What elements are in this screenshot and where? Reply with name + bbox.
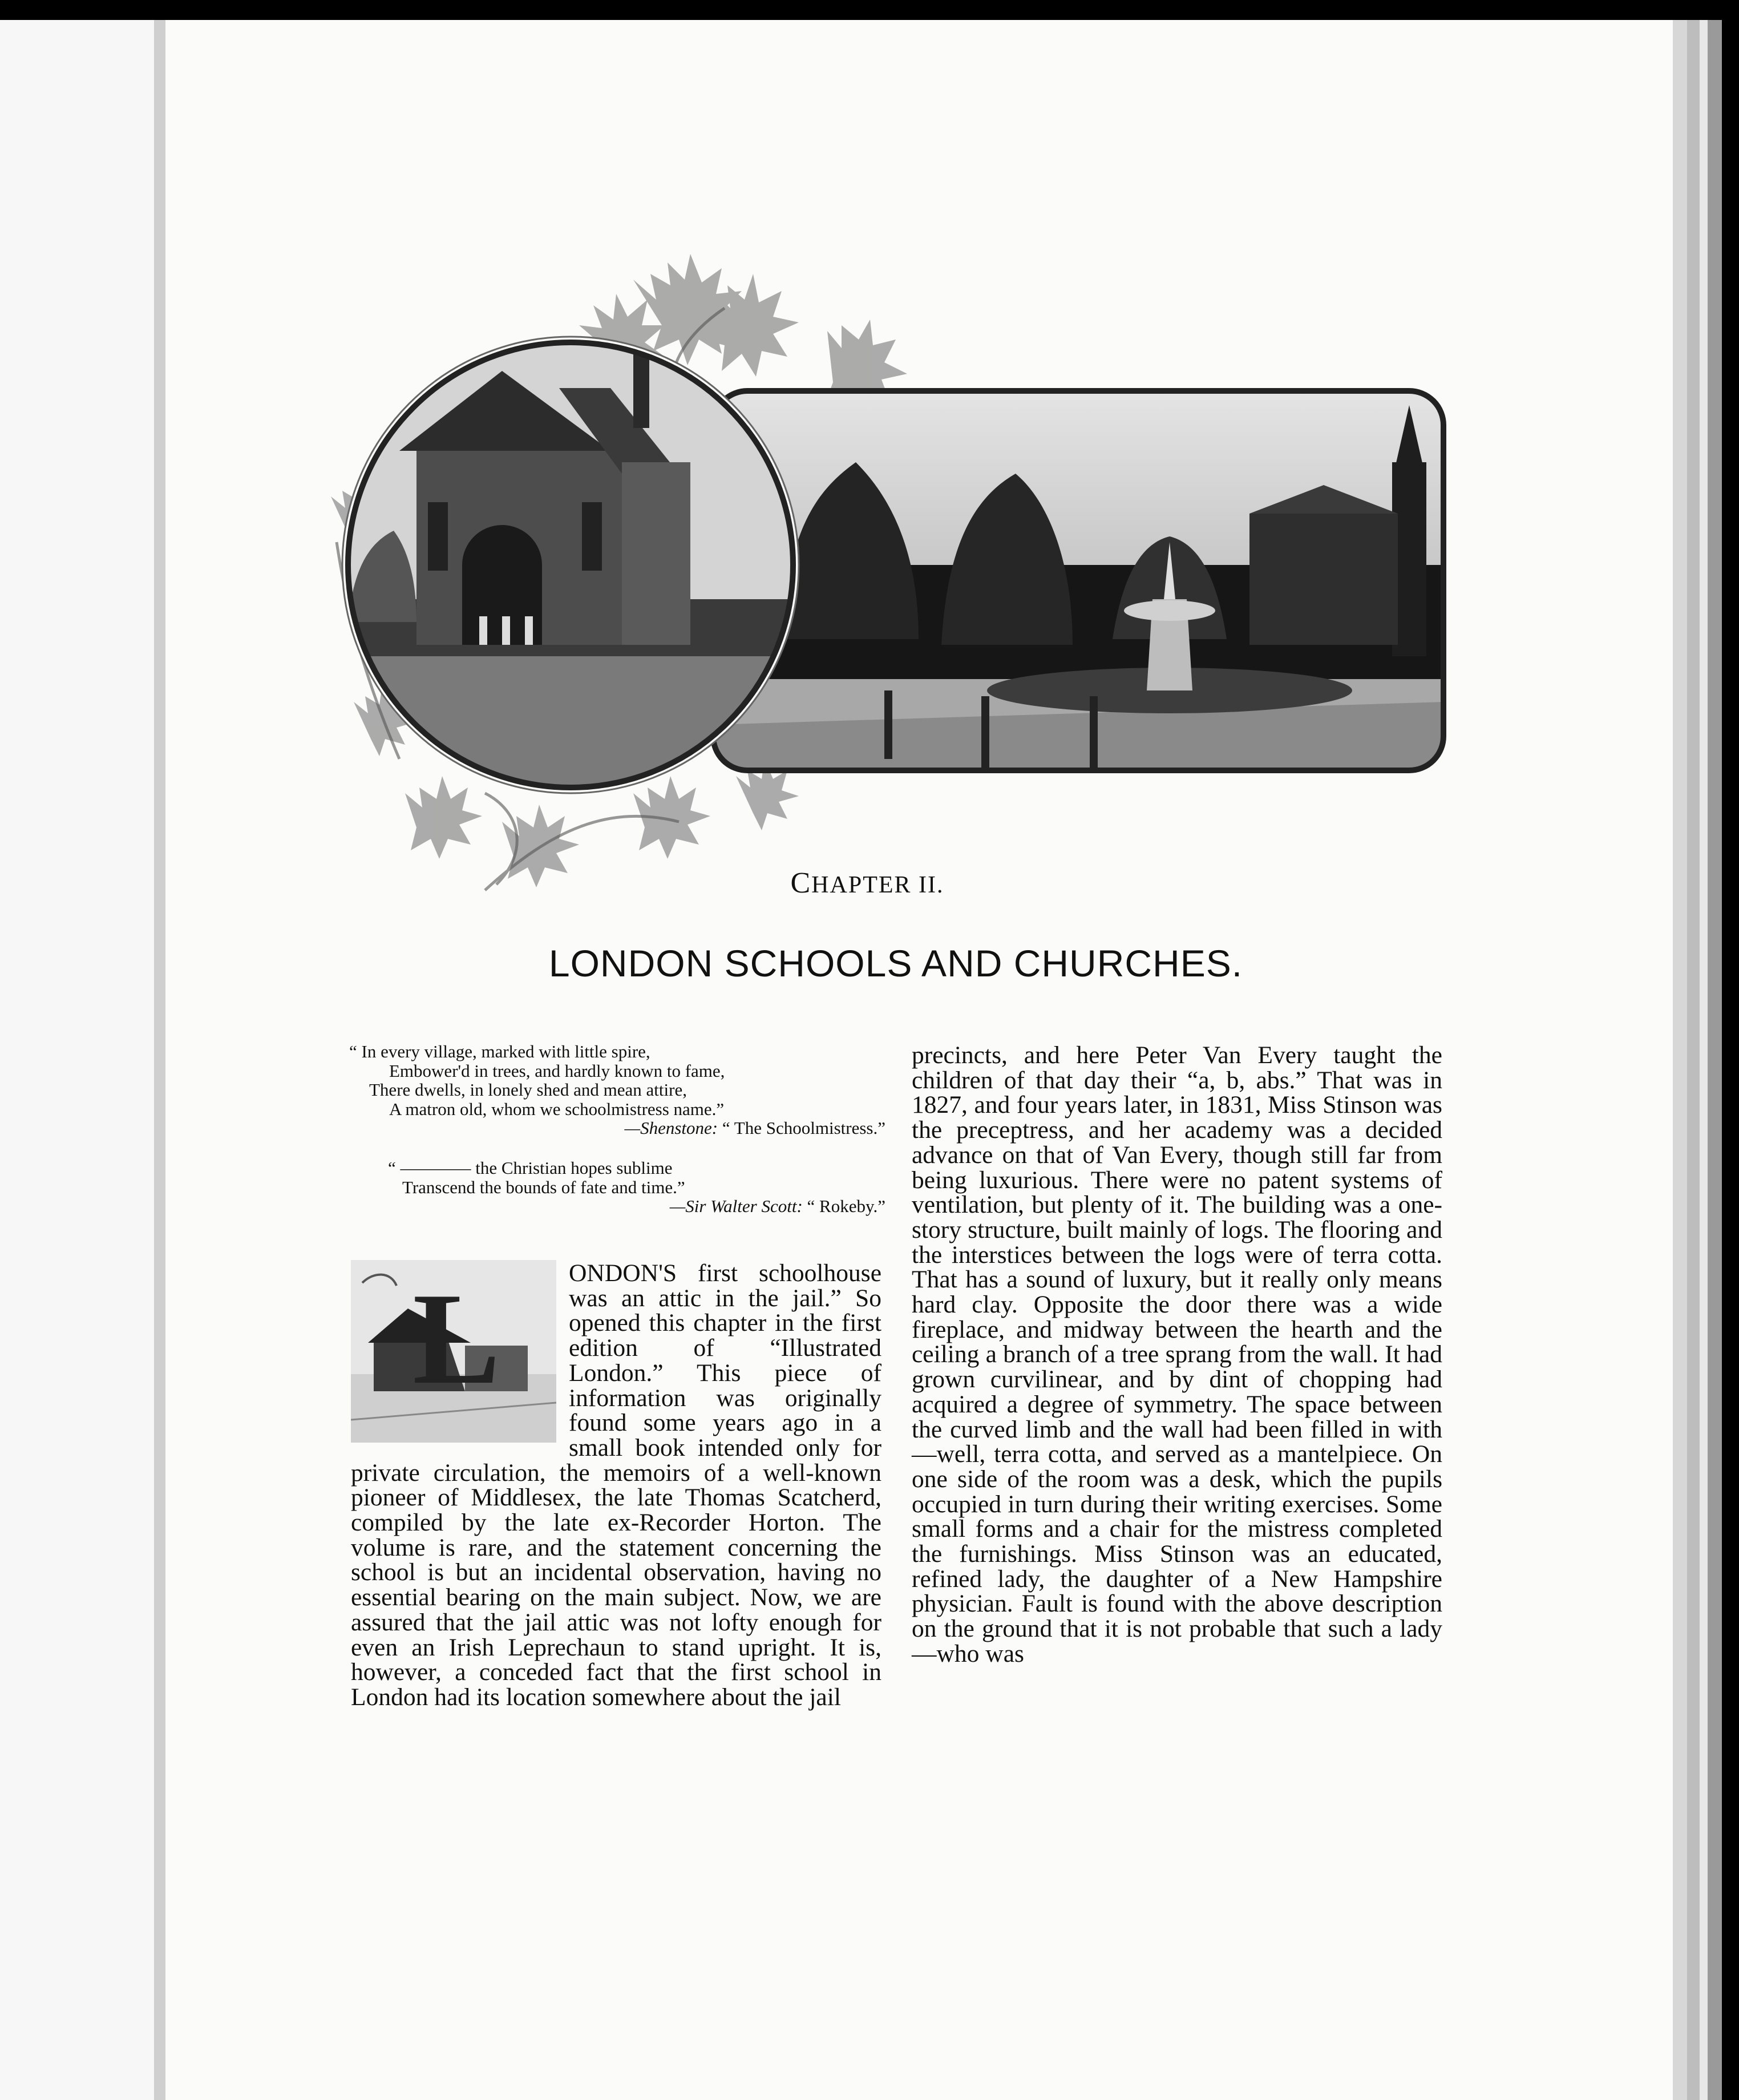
epigraph-work: “ Rokeby.” [807, 1196, 885, 1216]
epigraph-line: “ In every village, marked with little spire, [349, 1041, 650, 1061]
page-edge [1722, 20, 1739, 2100]
log-schoolhouse-drawing [351, 1260, 556, 1443]
epigraph-line: A matron old, whom we schoolmistress name.” [389, 1099, 725, 1119]
drop-cap-letter: L [412, 1266, 500, 1411]
epigraph-line: Embower'd in trees, and hardly known to fame, [389, 1060, 725, 1081]
epigraph-work: “ The Schoolmistress.” [722, 1118, 885, 1138]
right-column-paragraph: precincts, and here Peter Van Every taught the children of that day their “a, b, abs.” That was in 1827, and four years later, in 1831, Miss Stinson was the preceptress, and her academy was a decided advance on that of Van Every, though still far from being luxurious. There were no patent systems of ventilation, but plenty of it. The building was a one-story structure, built mainly of logs. The flooring and the interstices between the logs were of terra cotta. That has a sound of luxury, but it really only means hard clay. Opposite the door there was a wide fireplace, and midway between the hearth and the ceiling a branch of a tree sprang from the wall. It had grown curvilinear, and by dint of chopping had acquired a degree of symmetry. The space between the curved limb and the wall had been filled in with—well, terra cotta, and served as a mantelpiece. On one side of the room was a desk, which the pupils occupied in turn during their writing exercises. Some small forms and a chair for the mistress completed the furnishings. Miss Stinson was an educated, refined lady, the daughter of a New Hampshire physician. Fault is found with the above description on the ground that it is not probable that such a lady—who was [912, 1041, 1442, 1667]
chapter-label [742, 866, 993, 900]
page-edge [1708, 20, 1722, 2100]
page-edge [1700, 20, 1708, 2100]
left-column-paragraph: ONDON'S first schoolhouse was an attic in the jail.” So opened this chapter in the first edition of “Illustrated London.” This piece of information was originally found some years ago in a small book intended only for private circulation, the memoirs of a well-known pioneer of Middlesex, the late Thomas Scatcherd, compiled by the late ex-Recorder Horton. The volume is rare, and the statement concerning the school is but an incidental observation, having no essential bearing on the main subject. Now, we are assured that the jail attic was not lofty enough for even an Irish Leprechaun to stand upright. It is, however, a conceded fact that the first school in London had its location somewhere about the jail [351, 1259, 881, 1711]
chapter-label-initial: C [790, 867, 812, 899]
page-edge [1687, 20, 1700, 2100]
book-gutter [154, 20, 165, 2100]
page-edge [1673, 20, 1687, 2100]
epigraph-line: “ ———— the Christian hopes sublime [388, 1158, 673, 1178]
chapter-label-word: HAPTER [811, 872, 912, 898]
epigraph-line: There dwells, in lonely shed and mean attire, [369, 1080, 687, 1100]
facing-page-edge [0, 20, 163, 2100]
epigraph-line: Transcend the bounds of fate and time.” [402, 1177, 685, 1197]
chapter-header-illustration [314, 245, 1483, 902]
drop-cap-illustration [351, 1260, 556, 1443]
epigraph-author: —Sir Walter Scott: [669, 1196, 803, 1216]
text-column-left [351, 1261, 881, 1710]
park-fountain-photo [713, 391, 1443, 770]
text-column-right [912, 1043, 1442, 1667]
chapter-title: LONDON SCHOOLS AND CHURCHES. [548, 942, 1243, 984]
chapter-number: II. [919, 872, 944, 898]
epigraph-shenstone [349, 1042, 885, 1138]
epigraph-author: —Shenstone: [624, 1118, 718, 1138]
epigraph-scott [388, 1158, 885, 1216]
